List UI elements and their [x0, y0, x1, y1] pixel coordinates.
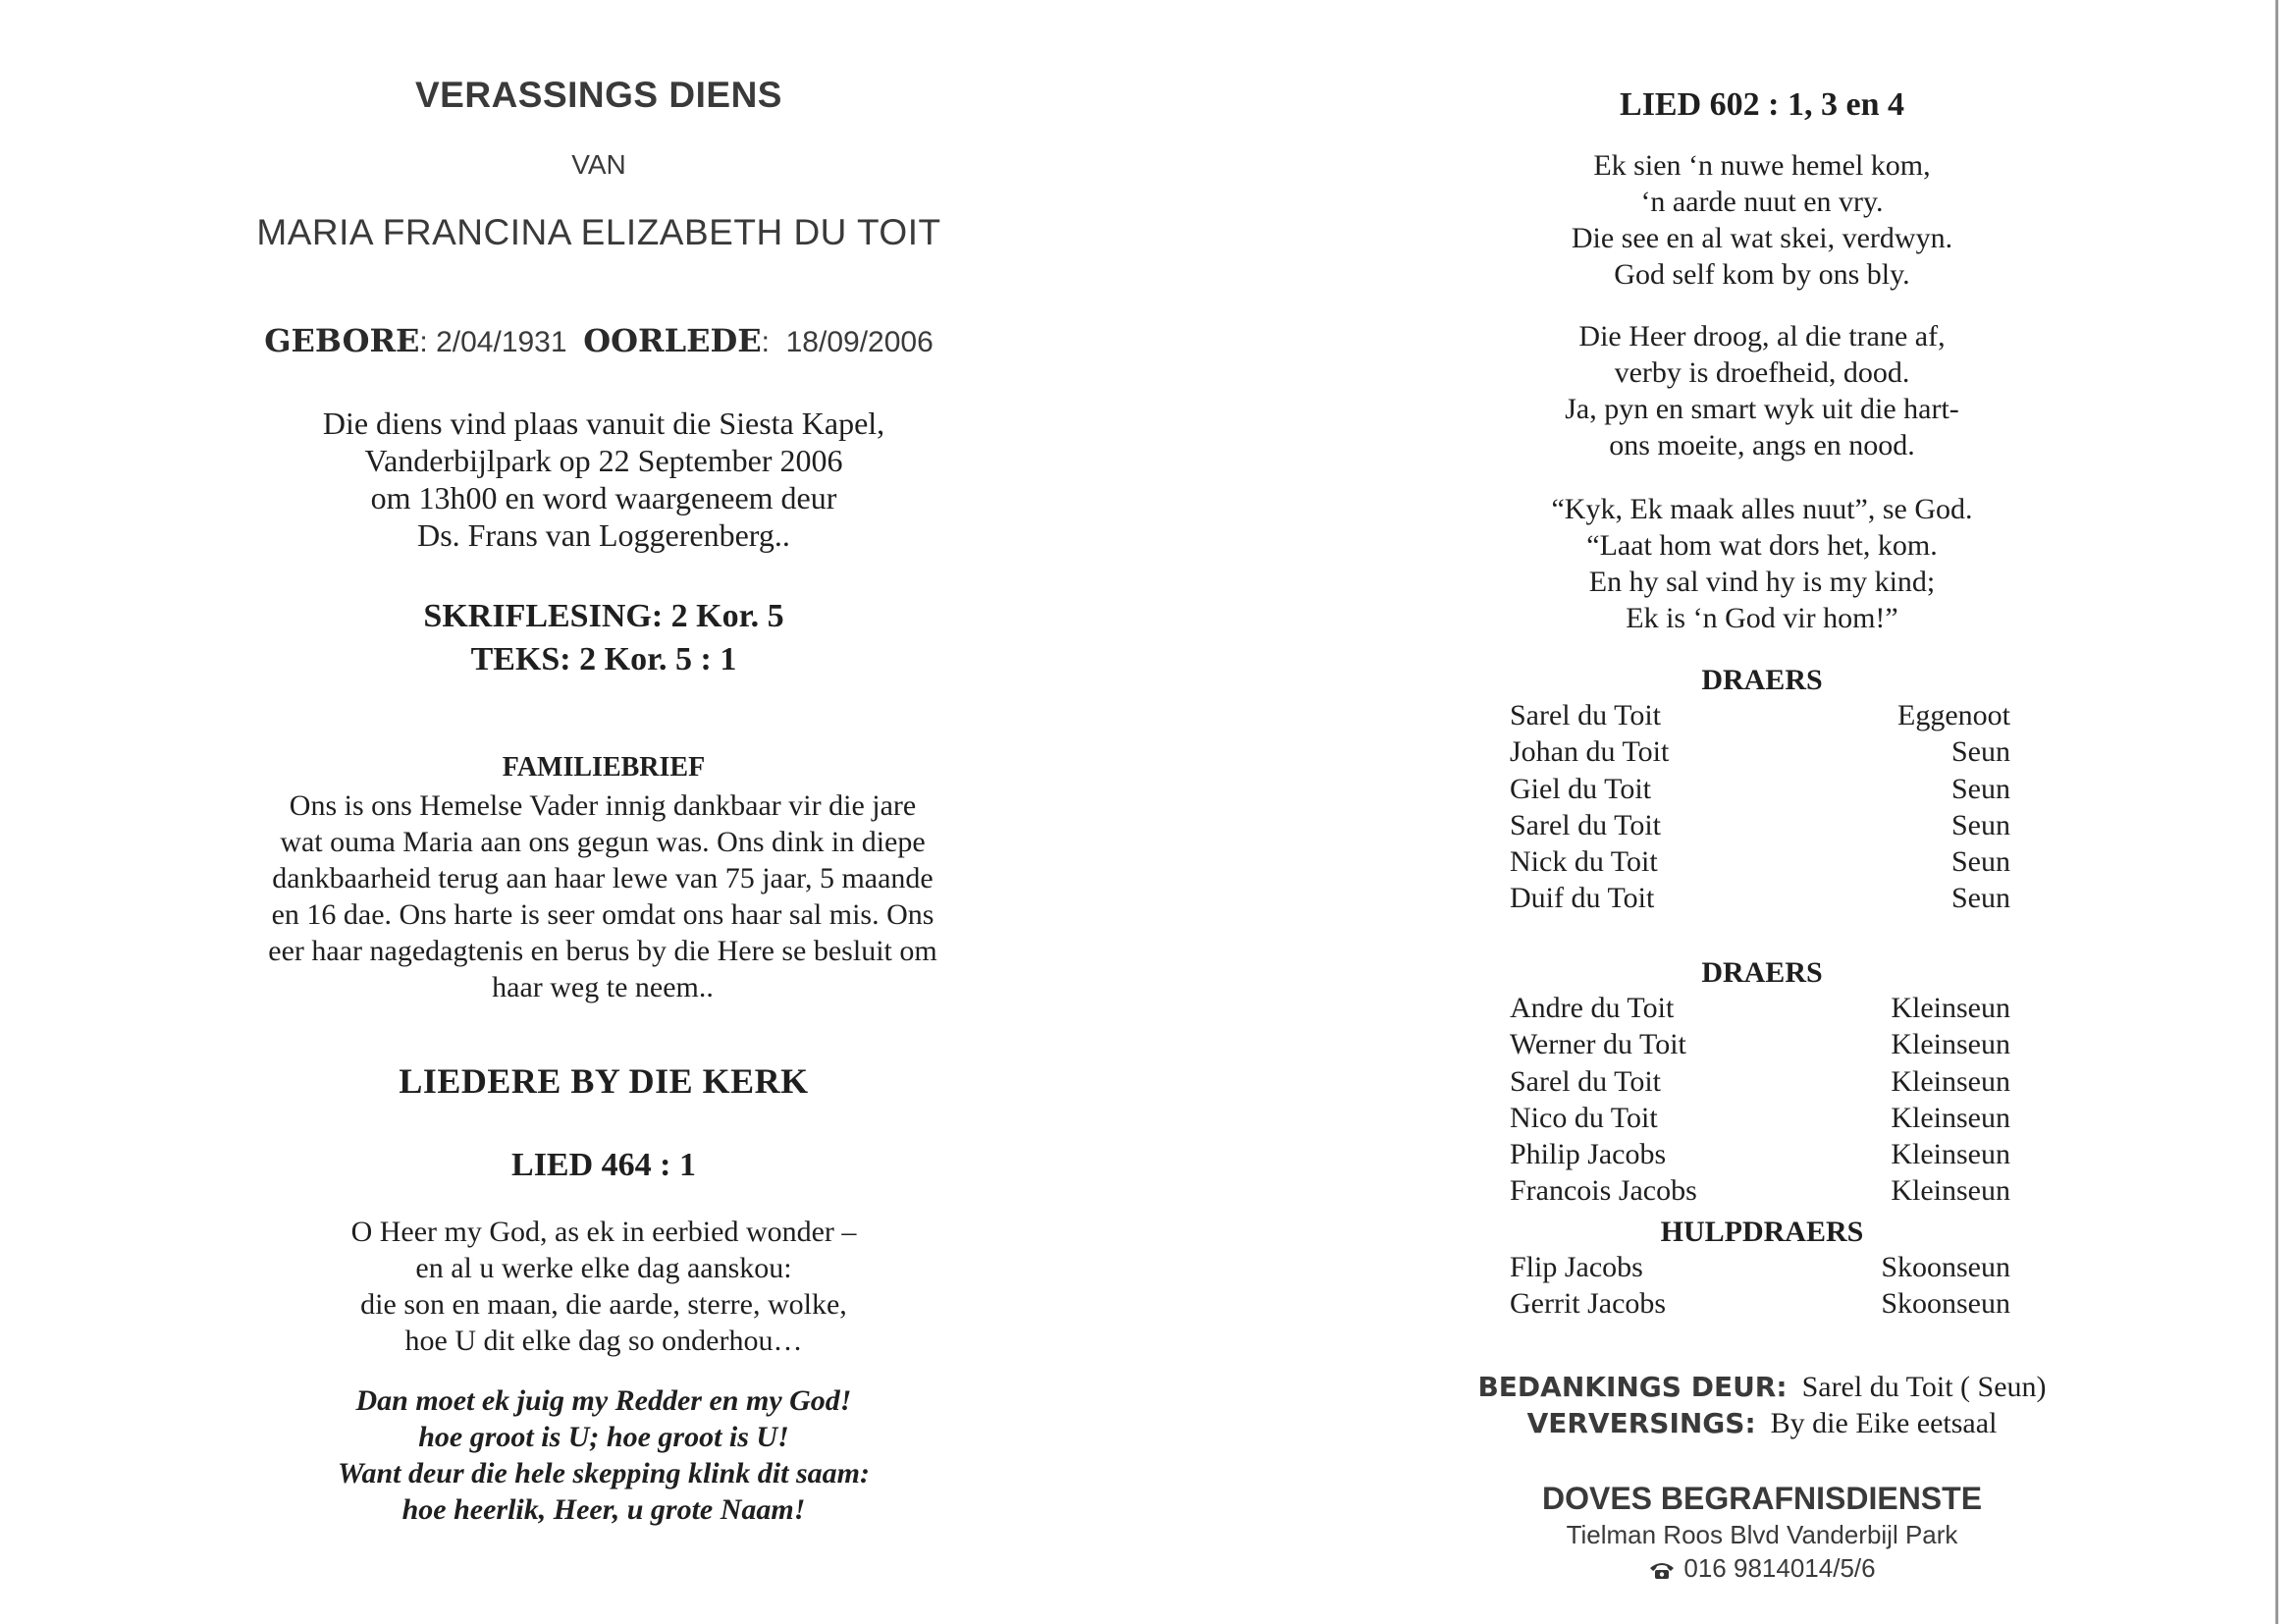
- helper-relation: Skoonseun: [1881, 1251, 2010, 1283]
- bearers-heading: DRAERS: [1701, 664, 1823, 696]
- family-letter-line: en 16 dae. Ons harte is seer omdat ons haar sal mis. Ons: [271, 898, 934, 931]
- bearer-relation: Seun: [1951, 735, 2010, 769]
- verse-line: O Heer my God, as ek in eerbied wonder –: [350, 1216, 857, 1248]
- bearer-name: Sarel du Toit: [1510, 699, 1661, 731]
- list-item: [1510, 1100, 2010, 1136]
- bearer-relation: Seun: [1951, 808, 2010, 841]
- verse-line: Die Heer droog, al die trane af,: [1578, 320, 1946, 352]
- bearer-name: Sarel du Toit: [1510, 808, 1661, 841]
- bearer-relation: Kleinseun: [1891, 1174, 2010, 1208]
- bearer-relation: Seun: [1951, 845, 2010, 879]
- verse-line: hoe U dit elke dag so onderhou…: [404, 1325, 803, 1357]
- bearers-list: [1510, 697, 2010, 917]
- list-item: [1510, 843, 2010, 880]
- bearer-name: Philip Jacobs: [1510, 1138, 1667, 1171]
- phone-number: 016 9814014/5/6: [1683, 1553, 1876, 1583]
- verse-line: Ja, pyn en smart wyk uit die hart-: [1565, 393, 1959, 425]
- scripture-label: SKRIFLESING:: [423, 598, 664, 634]
- telephone-icon: [1648, 1560, 1676, 1580]
- song2-title: LIED 602 : 1, 3 en 4: [1620, 86, 1904, 123]
- bearers-list-2: [1510, 990, 2010, 1210]
- born-label: GEBORE: [264, 322, 420, 359]
- song1-title: LIED 464 : 1: [511, 1147, 696, 1183]
- service-details: [196, 405, 1011, 554]
- song1-chorus: [196, 1382, 1011, 1528]
- song2-verse-1: [1414, 147, 2110, 293]
- bearer-relation: Seun: [1951, 772, 2010, 805]
- bearer-relation: Seun: [1951, 882, 2010, 915]
- chorus-line: hoe heerlik, Heer, u grote Naam!: [401, 1493, 806, 1526]
- verse-line: en al u werke elke dag aanskou:: [415, 1252, 792, 1284]
- thanks-label: BEDANKINGS DEUR:: [1477, 1371, 1788, 1403]
- verse-line: En hy sal vind hy is my kind;: [1588, 566, 1936, 598]
- service-line: om 13h00 en word waargeneem deur: [370, 480, 837, 515]
- service-line: Die diens vind plaas vanuit die Siesta Kapel,: [322, 406, 885, 441]
- list-item: [1510, 697, 2010, 733]
- family-letter-line: haar weg te neem..: [492, 971, 714, 1003]
- list-item: [1510, 1285, 2010, 1322]
- verse-line: verby is droefheid, dood.: [1614, 356, 1910, 389]
- funeral-home-phone: [1414, 1553, 2110, 1584]
- bearer-relation: Kleinseun: [1891, 992, 2010, 1024]
- van-label: VAN: [571, 149, 626, 180]
- born-value: 2/04/1931: [436, 326, 567, 358]
- scripture-block: [196, 595, 1011, 681]
- page-edge-line: [2275, 0, 2278, 1624]
- bearer-name: Duif du Toit: [1510, 882, 1655, 915]
- list-item: [1510, 880, 2010, 916]
- refresh-label: VERVERSINGS:: [1526, 1407, 1756, 1439]
- verse-line: Ek sien ‘n nuwe hemel kom,: [1593, 149, 1931, 182]
- scripture-value: 2 Kor. 5: [670, 598, 784, 634]
- verse-line: “Laat hom wat dors het, kom.: [1586, 529, 1938, 562]
- list-item: [1510, 733, 2010, 770]
- song1-verse: [196, 1214, 1011, 1359]
- bearer-name: Giel du Toit: [1510, 772, 1652, 805]
- verse-line: “Kyk, Ek maak alles nuut”, se God.: [1551, 493, 1973, 525]
- verse-line: ‘n aarde nuut en vry.: [1640, 186, 1884, 218]
- family-letter-line: dankbaarheid terug aan haar lewe van 75 jaar, 5 maande: [272, 862, 934, 894]
- verse-line: Die see en al wat skei, verdwyn.: [1571, 222, 1953, 254]
- helpers-heading: HULPDRAERS: [1660, 1216, 1864, 1248]
- verse-line: God self kom by ons bly.: [1614, 258, 1910, 291]
- document-title: VERASSINGS DIENS: [415, 75, 782, 115]
- text-label: TEKS:: [470, 641, 571, 677]
- song2-verse-2: [1414, 318, 2110, 463]
- family-letter-line: Ons is ons Hemelse Vader innig dankbaar vir die jare: [289, 789, 917, 822]
- service-line: Ds. Frans van Loggerenberg..: [417, 517, 790, 553]
- bearer-relation: Kleinseun: [1891, 1028, 2010, 1061]
- list-item: [1510, 1136, 2010, 1172]
- family-letter-line: eer haar nagedagtenis en berus by die Here se besluit om: [268, 935, 937, 967]
- helper-relation: Skoonseun: [1881, 1287, 2010, 1321]
- funeral-home-name: DOVES BEGRAFNISDIENSTE: [1541, 1481, 1983, 1516]
- chorus-line: Dan moet ek juig my Redder en my God!: [355, 1384, 852, 1417]
- chorus-line: hoe groot is U; hoe groot is U!: [418, 1421, 789, 1453]
- bearers-heading-2: DRAERS: [1701, 956, 1823, 989]
- bearer-name: Nico du Toit: [1510, 1101, 1658, 1134]
- list-item: [1510, 1026, 2010, 1062]
- helper-name: Gerrit Jacobs: [1510, 1287, 1667, 1321]
- died-label: OORLEDE: [583, 322, 762, 359]
- list-item: [1510, 807, 2010, 843]
- list-item: [1510, 990, 2010, 1026]
- text-value: 2 Kor. 5 : 1: [579, 641, 737, 677]
- family-letter-body: [230, 787, 976, 1005]
- funeral-home-address: Tielman Roos Blvd Vanderbijl Park: [1566, 1520, 1958, 1549]
- bearer-name: Nick du Toit: [1510, 845, 1658, 879]
- bearer-relation: Kleinseun: [1891, 1138, 2010, 1171]
- service-line: Vanderbijlpark op 22 September 2006: [364, 443, 843, 478]
- bearer-name: Francois Jacobs: [1510, 1174, 1697, 1208]
- acknowledgements: [1414, 1369, 2110, 1441]
- verse-line: ons moeite, angs en nood.: [1609, 429, 1915, 461]
- list-item: [1510, 1172, 2010, 1209]
- family-letter-line: wat ouma Maria aan ons gegun was. Ons dink in diepe: [280, 826, 926, 858]
- list-item: [1510, 771, 2010, 807]
- bearer-relation: Kleinseun: [1891, 1064, 2010, 1098]
- deceased-name: MARIA FRANCINA ELIZABETH DU TOIT: [256, 212, 941, 252]
- helpers-list: [1510, 1249, 2010, 1323]
- chorus-line: Want deur die hele skepping klink dit saam:: [338, 1457, 870, 1489]
- bearer-relation: Kleinseun: [1891, 1101, 2010, 1134]
- song2-verse-3: [1414, 491, 2110, 636]
- died-value: 18/09/2006: [785, 326, 934, 358]
- bearer-name: Werner du Toit: [1510, 1028, 1686, 1061]
- verse-line: die son en maan, die aarde, sterre, wolke,: [360, 1288, 847, 1321]
- bearer-name: Sarel du Toit: [1510, 1064, 1661, 1098]
- list-item: [1510, 1063, 2010, 1100]
- bearer-relation: Eggenoot: [1897, 699, 2010, 731]
- helper-name: Flip Jacobs: [1510, 1251, 1643, 1283]
- birth-death-dates: GEBORE: 2/04/1931 OORLEDE: 18/09/2006: [264, 322, 934, 359]
- list-item: [1510, 1249, 2010, 1285]
- thanks-value: Sarel du Toit ( Seun): [1801, 1371, 2047, 1403]
- family-letter-heading: FAMILIEBRIEF: [502, 752, 706, 783]
- songs-heading: LIEDERE BY DIE KERK: [399, 1061, 809, 1101]
- bearer-name: Andre du Toit: [1510, 992, 1675, 1024]
- bearer-name: Johan du Toit: [1510, 735, 1670, 769]
- refresh-value: By die Eike eetsaal: [1770, 1407, 1998, 1439]
- verse-line: Ek is ‘n God vir hom!”: [1626, 602, 1898, 634]
